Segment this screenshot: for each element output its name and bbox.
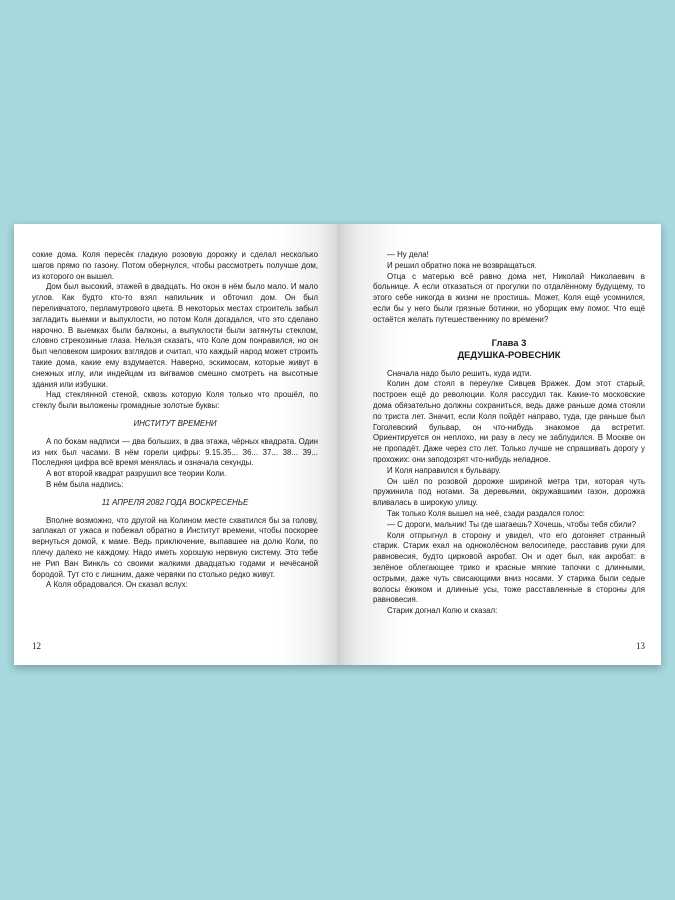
paragraph: А по бокам надписи — два больших, в два этажа, чёрных квадрата. Один из них был часами. В нём горели цифры: 9.15.35... 36... 37... 38... 39... Последняя цифра всё время менялась и означала секунды. bbox=[32, 436, 318, 468]
sign-institute: ИНСТИТУТ ВРЕМЕНИ bbox=[133, 418, 217, 428]
chapter-title: ДЕДУШКА-РОВЕСНИК bbox=[457, 348, 561, 360]
page-number-left: 12 bbox=[32, 641, 41, 651]
left-page bbox=[14, 224, 337, 665]
open-book-spread bbox=[14, 224, 661, 665]
paragraph: Колин дом стоял в переулке Сивцев Вражек. Дом этот старый, построен ещё до революции. Коля рассудил так. Какие-то московские дома обязательно должны сохраниться, ведь даже раньше дома стояли по триста лет. Значит, если Коля пойдёт направо, туда, где раньше был Гоголевский бульвар, он что-нибудь знакомое да встретит. Ориентируется он неплохо, ни разу в лесу не заблудился. В Москве он не пропадёт. Даже через сто лет. Только лучше не спрашивать дорогу у прохожих: они заподозрят что-нибудь неладное. bbox=[373, 379, 645, 464]
paragraph: — Ну дела! bbox=[387, 250, 429, 259]
paragraph: Вполне возможно, что другой на Колином месте схватился бы за голову, заплакал от ужаса и побежал обратно в Институт времени, чтобы поскорее вернуться домой, к маме. Ведь приключение, выпавшее на долю Коли, по плечу далеко не каждому. Надо иметь хорошую нервную систему. Это тебе не Рип Ван Винкль со своими жалкими двадцатью годами и нечёсаной бородой. Тут сто с лишним, даже червяки по столько редко живут. bbox=[32, 515, 318, 579]
chapter-number: Глава 3 bbox=[491, 336, 527, 348]
paragraph: Коля отпрыгнул в сторону и увидел, что его догоняет странный старик. Старик ехал на одноколёсном велосипеде, расставив руки для равновесия, будто цирковой акробат. Он и одет был, как акробат: в зелёное облегающее трико и красные мягкие тапочки с длинными, острыми, даже чуть свисающими вниз носами. У старика были седые волосы ёжиком и длинные усы, тоже расставленные в стороны для равновесия. bbox=[373, 530, 645, 605]
paragraph: И решил обратно пока не возвращаться. bbox=[387, 260, 537, 270]
left-page-text bbox=[32, 250, 318, 591]
paragraph: Старик догнал Колю и сказал: bbox=[387, 606, 498, 616]
paragraph: Он шёл по розовой дорожке шириной метра три, которая чуть пружинила под ногами. За деревьями, окружавшими газон, дорожка вливалась в широкую улицу. bbox=[373, 476, 645, 508]
paragraph: В нём была надпись: bbox=[46, 479, 124, 489]
right-page bbox=[337, 224, 661, 665]
page-number-right: 13 bbox=[636, 641, 645, 651]
paragraph: А Коля обрадовался. Он сказал вслух: bbox=[46, 580, 188, 590]
paragraph: Так только Коля вышел на неё, сзади раздался голос: bbox=[387, 508, 585, 518]
paragraph: И Коля направился к бульвару. bbox=[387, 465, 501, 475]
paragraph: Сначала надо было решить, куда идти. bbox=[387, 368, 532, 378]
right-page-text bbox=[373, 250, 645, 617]
paragraph: Дом был высокий, этажей в двадцать. Но окон в нём было мало. И мало углов. Как будто кто-то взял напильник и обточил дом. Он был переливчатого, перламутрового цвета. В некоторых местах строитель забыл загладить выемки и выпуклости, но потом Коля догадался, что это сделано нарочно. В выемках были балконы, а выпуклости были затянуты стеклом, словно стрекозиные глаза. Нельзя сказать, что Коле дом понравился, но он был человеком широких взглядов и считал, что каждый народ может строить такие дома, какие ему вздумается. Наверно, эскимосам, которые живут в снежных иглу, или индейцам из вигвамов смешно смотреть на высотные здания или избушки. bbox=[32, 282, 318, 389]
sign-date: 11 АПРЕЛЯ 2082 ГОДА ВОСКРЕСЕНЬЕ bbox=[101, 497, 249, 507]
paragraph: Над стеклянной стеной, сквозь которую Коля только что прошёл, по стеклу были выложены громадные золотые буквы: bbox=[32, 390, 318, 411]
paragraph: сокие дома. Коля пересёк гладкую розовую дорожку и сделал несколько шагов прямо по газону. Потом обернулся, чтобы рассмотреть получше дом, из которого он вышел. bbox=[32, 250, 318, 281]
paragraph: А вот второй квадрат разрушил все теории Коли. bbox=[46, 469, 227, 479]
paragraph: — С дороги, мальчик! Ты где шагаешь? Хочешь, чтобы тебя сбили? bbox=[387, 519, 637, 529]
paragraph: Отца с матерью всё равно дома нет, Николай Николаевич в больнице. А если отказаться от прогулки по отдалённому будущему, то этого себе никогда в жизни не простишь. Может, Коля ещё усомнился, если бы у него были грязные ботинки, но уборщик ему помог. Что ещё остаётся желать путешественнику по времени? bbox=[373, 271, 645, 324]
